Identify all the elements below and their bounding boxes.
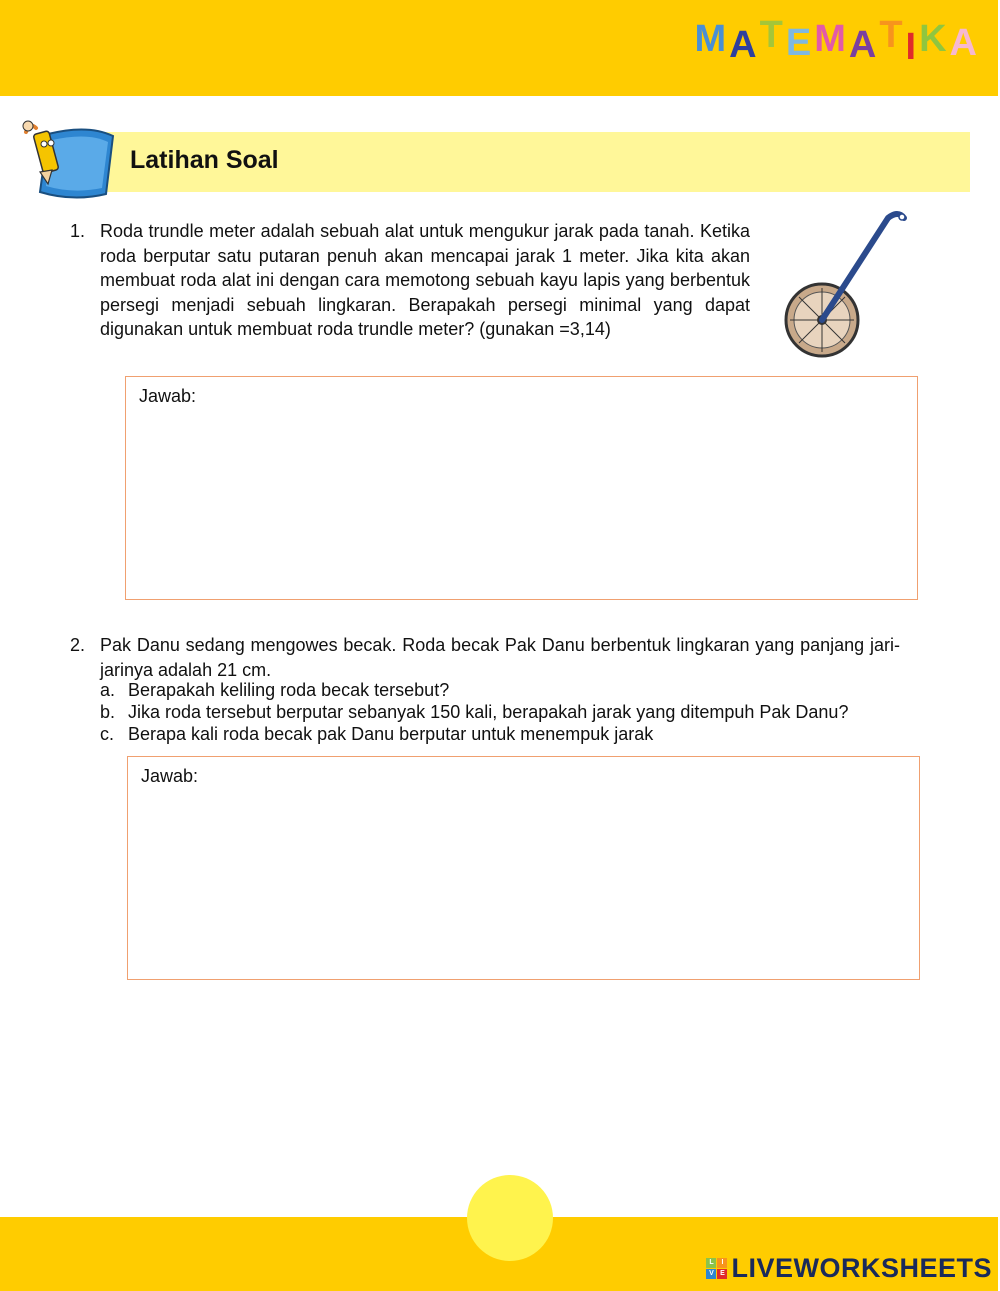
section-title: Latihan Soal bbox=[130, 146, 279, 174]
pencil-mascot-icon bbox=[18, 114, 118, 204]
brand-letter-0: M bbox=[694, 18, 728, 60]
question-2-text: Pak Danu sedang mengowes becak. Roda becak Pak Danu berbentuk lingkaran yang panjang jari-jarinya adalah 21 cm. bbox=[100, 635, 900, 680]
question-2a-text: Berapakah keliling roda becak tersebut? bbox=[128, 680, 450, 700]
liveworksheets-logo bbox=[706, 1253, 992, 1284]
logo-icon-letter-i: I bbox=[717, 1258, 727, 1268]
answer-label-2: Jawab: bbox=[141, 766, 199, 786]
brand-title-matematika bbox=[694, 14, 978, 68]
decorative-circle bbox=[467, 1175, 553, 1261]
brand-letter-8: K bbox=[919, 18, 948, 60]
question-2-number: 2. bbox=[70, 635, 86, 655]
brand-letter-5: A bbox=[848, 24, 878, 66]
logo-icon-letter-e: E bbox=[717, 1269, 727, 1279]
trundle-wheel-icon bbox=[780, 208, 910, 363]
question-1-text: Roda trundle meter adalah sebuah alat untuk mengukur jarak pada tanah. Ketika roda berputar satu putaran penuh akan mencapai jarak 1 meter. Jika kita akan membuat roda alat ini dengan cara memotong sebuah kayu lapis yang berbentuk persegi menjadi sebuah lingkaran. Berapakah persegi minimal yang dapat digunakan untuk membuat roda trundle meter? (gunakan =3,14) bbox=[100, 221, 750, 339]
logo-icon-letter-l: L bbox=[706, 1258, 716, 1268]
question-2b-letter: b. bbox=[100, 702, 116, 722]
question-2c-text: Berapa kali roda becak pak Danu berputar untuk menempuk jarak bbox=[128, 724, 654, 744]
question-2c-letter: c. bbox=[100, 724, 115, 744]
brand-letter-9: A bbox=[949, 22, 978, 64]
liveworksheets-logo-text: LIVEWORKSHEETS bbox=[731, 1253, 992, 1283]
brand-letter-3: E bbox=[785, 22, 813, 64]
answer-box-2[interactable] bbox=[127, 756, 920, 980]
brand-letter-4: M bbox=[814, 18, 847, 60]
question-2b-text: Jika roda tersebut berputar sebanyak 150 kali, berapakah jarak yang ditempuh Pak Danu? bbox=[128, 702, 849, 722]
liveworksheets-logo-icon bbox=[706, 1258, 727, 1279]
question-1-number: 1. bbox=[70, 221, 86, 241]
logo-icon-letter-v: V bbox=[706, 1269, 716, 1279]
brand-letter-1: A bbox=[729, 24, 758, 66]
brand-letter-6: T bbox=[879, 14, 904, 56]
answer-label-1: Jawab: bbox=[139, 386, 197, 406]
question-2a-letter: a. bbox=[100, 680, 116, 700]
brand-letter-7: I bbox=[905, 26, 918, 68]
answer-box-1[interactable] bbox=[125, 376, 918, 600]
brand-letter-2: T bbox=[759, 14, 784, 56]
